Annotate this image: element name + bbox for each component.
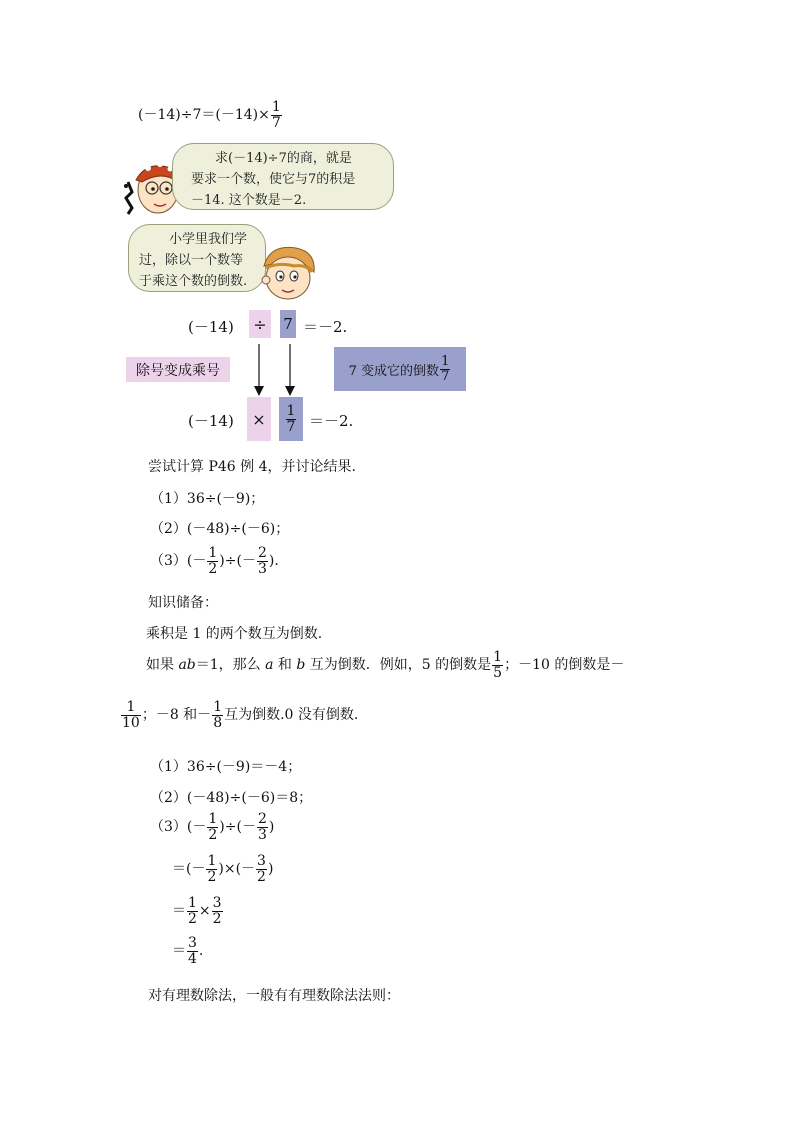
- down-arrow-icon: [252, 344, 266, 396]
- down-arrow-icon: [283, 344, 297, 396]
- fraction: $\frac{1}{7}$: [271, 99, 281, 131]
- speech-bubble-1: 求(－14)÷7的商，就是 要求一个数，使它与7的积是 －14. 这个数是－2.: [172, 143, 394, 210]
- diagram-row-1-left: (－14): [188, 318, 234, 336]
- top-formula: (－14)÷7＝(－14)× $\frac{1}{7}$: [138, 99, 281, 131]
- try-instruction: 尝试计算 P46 例 4，并讨论结果.: [148, 459, 356, 475]
- fraction: $\frac{1}{2}$: [208, 811, 218, 843]
- solution-3-step-1: ＝(－ $\frac{1}{2}$ )×(－ $\frac{3}{2}$ ): [172, 853, 274, 885]
- fraction: $\frac{1}{2}$: [188, 895, 197, 927]
- multiplication-box: ×: [247, 397, 271, 441]
- reciprocal-box: [279, 397, 303, 441]
- division-box: ÷: [249, 310, 271, 338]
- fraction: $\frac{1}{7}$: [286, 402, 296, 435]
- solution-3: （3）(－ $\frac{1}{2}$ )÷(－ $\frac{2}{3}$ ): [150, 811, 275, 843]
- exercise-2: （2）(－48)÷(－6)；: [150, 521, 290, 537]
- label-reciprocal: 7 变成它的倒数 $\frac{1}{7}$: [334, 347, 466, 391]
- fraction: $\frac{1}{7}$: [441, 353, 450, 384]
- fraction: $\frac{1}{2}$: [207, 853, 217, 885]
- diagram-row-2-right: ＝－2.: [309, 412, 354, 430]
- fraction: $\frac{3}{2}$: [212, 895, 222, 927]
- solution-3-step-3: ＝ $\frac{3}{4}$ .: [172, 935, 204, 967]
- fraction: $\frac{2}{3}$: [257, 545, 267, 577]
- fraction: $\frac{1}{10}$: [122, 699, 140, 731]
- knowledge-paragraph-3: $\frac{1}{10}$ ；－8 和－ $\frac{1}{8}$ 互为倒数.0 没有倒数.: [122, 699, 359, 731]
- fraction: $\frac{3}{2}$: [257, 853, 266, 885]
- division-rule-intro: 对有理数除法，一般有有理数除法法则：: [148, 988, 400, 1004]
- exercise-1: （1）36÷(－9)；: [150, 491, 265, 507]
- solution-3-step-2: ＝ $\frac{1}{2}$ × $\frac{3}{2}$: [172, 895, 222, 927]
- knowledge-paragraph-2: 如果 ab＝1，那么 a 和 b 互为倒数．例如，5 的倒数是 $\frac{1}{5}$ ；－10 的倒数是－: [146, 649, 625, 681]
- solution-1: （1）36÷(－9)＝－4；: [150, 759, 302, 775]
- diagram-row-2-left: (－14): [188, 412, 234, 430]
- fraction: $\frac{1}{2}$: [208, 545, 218, 577]
- divisor-box: 7: [280, 310, 296, 338]
- knowledge-paragraph-1: 乘积是 1 的两个数互为倒数.: [146, 626, 323, 642]
- fraction: $\frac{1}{5}$: [493, 649, 503, 681]
- fraction: $\frac{3}{4}$: [188, 935, 197, 967]
- diagram-row-1-right: ＝－2.: [303, 318, 348, 336]
- cartoon-boy-icon: [254, 242, 320, 302]
- fraction: $\frac{1}{8}$: [213, 699, 223, 731]
- knowledge-heading: 知识储备：: [148, 595, 218, 611]
- label-division-to-multiplication: 除号变成乘号: [126, 357, 230, 382]
- solution-2: （2）(－48)÷(－6)＝8；: [150, 790, 313, 806]
- fraction: $\frac{2}{3}$: [257, 811, 267, 843]
- speech-bubble-2: 小学里我们学 过，除以一个数等 于乘这个数的倒数.: [128, 224, 266, 292]
- exercise-3: （3）(－ $\frac{1}{2}$ )÷(－ $\frac{2}{3}$ ).: [150, 545, 279, 577]
